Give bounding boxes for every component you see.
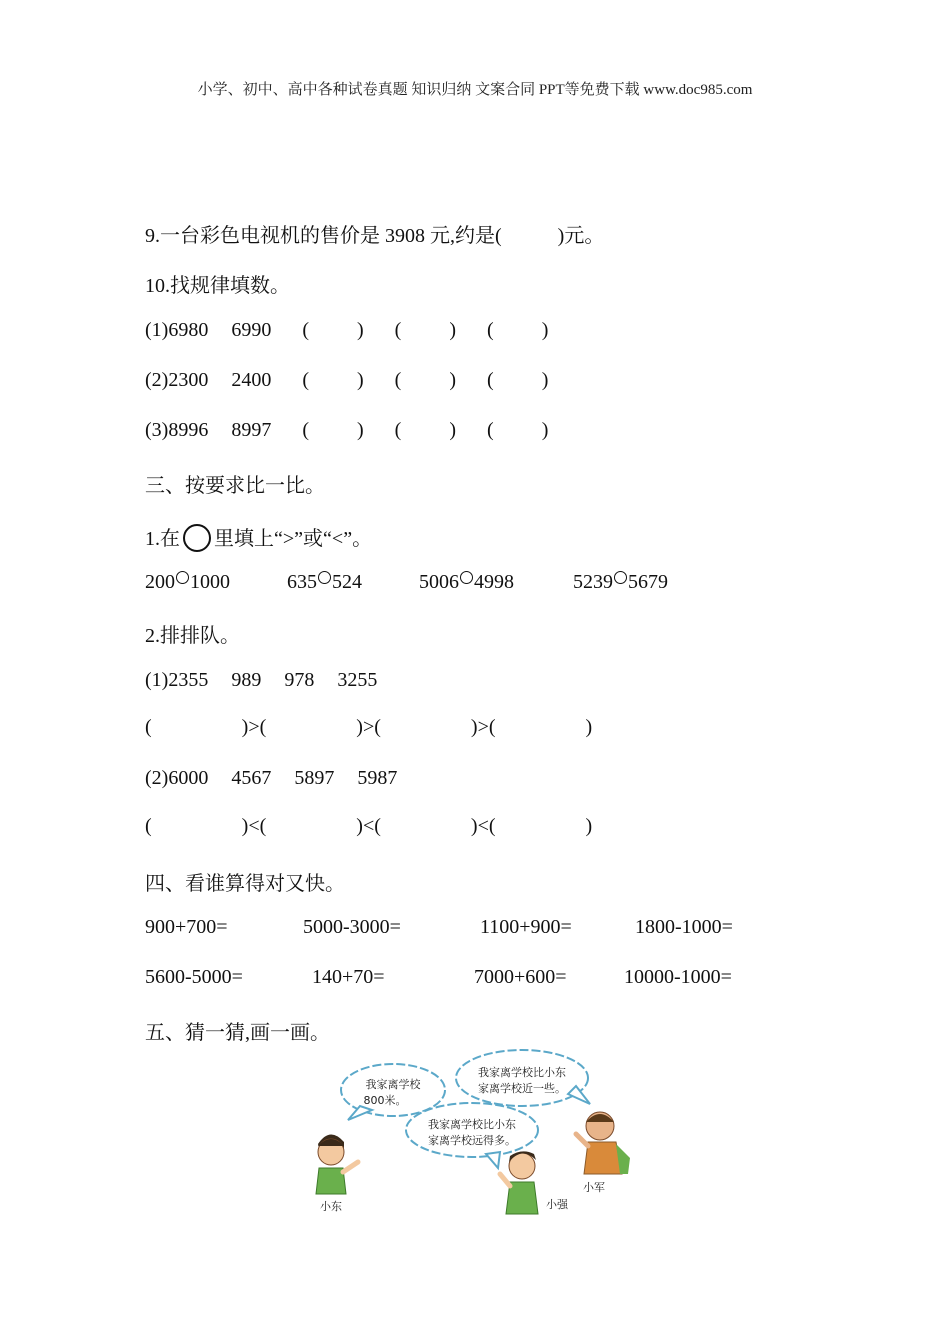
section-4-title: 四、看谁算得对又快。 [145, 873, 345, 895]
compare-circle[interactable] [460, 571, 473, 584]
arithmetic-problem[interactable]: 7000+600= [474, 966, 567, 988]
boy-xiaodong-figure [316, 1134, 358, 1213]
answer-blank[interactable]: ( ) [488, 815, 593, 837]
answer-blank[interactable]: ( ) [302, 369, 364, 391]
arithmetic-problem[interactable]: 140+70= [312, 966, 385, 988]
question-10-title: 10.找规律填数。 [145, 275, 290, 297]
name-label: 小东 [320, 1200, 342, 1213]
ordering-numbers: (1)2355 989 978 3255 [145, 669, 378, 691]
arithmetic-problem[interactable]: 5000-3000= [303, 916, 401, 938]
answer-blank[interactable]: ( ) [487, 319, 549, 341]
answer-blank[interactable]: ( ) [394, 369, 457, 391]
bubble-text: 我家离学校比小东 [478, 1066, 566, 1079]
bubble-text: 我家离学校比小东 [428, 1118, 516, 1131]
arithmetic-problem[interactable]: 10000-1000= [624, 966, 732, 988]
ordering-answer-row: ( )<( )<( )<( ) [145, 815, 593, 837]
compare-instruction: 1.在 里填上“>”或“<”。 [145, 522, 372, 552]
answer-blank[interactable]: ( ) [394, 419, 457, 441]
bubble-text: 家离学校近一些。 [478, 1082, 566, 1095]
boy-xiaoqiang-figure [500, 1151, 569, 1214]
answer-blank[interactable]: ( ) [488, 716, 593, 738]
ordering-numbers: (2)6000 4567 5897 5987 [145, 767, 398, 789]
sequence-row: (3)8996 8997 ( ) ( ) ( ) [145, 419, 549, 441]
compare-circle[interactable] [176, 571, 189, 584]
circle-icon [183, 524, 211, 552]
ordering-answer-row: ( )>( )>( )>( ) [145, 716, 593, 738]
answer-blank[interactable]: ( ) [145, 815, 249, 837]
sequence-row: (1)6980 6990 ( ) ( ) ( ) [145, 319, 549, 341]
answer-blank[interactable]: ( ) [145, 716, 249, 738]
boy-xiaojun-figure [576, 1112, 630, 1194]
bubble-text: 我家离学校 [365, 1078, 421, 1091]
name-label: 小强 [546, 1198, 568, 1211]
answer-blank[interactable]: ( ) [374, 815, 478, 837]
sequence-row: (2)2300 2400 ( ) ( ) ( ) [145, 369, 549, 391]
bubble-text: 800米。 [363, 1094, 407, 1107]
answer-blank[interactable]: ( ) [374, 716, 478, 738]
answer-blank[interactable]: ( ) [259, 716, 363, 738]
comparison-item: 635 524 [287, 571, 362, 593]
comparison-item: 200 1000 [145, 571, 230, 593]
comparison-item: 5006 4998 [419, 571, 514, 593]
name-label: 小军 [583, 1181, 605, 1194]
section-5-title: 五、猜一猜,画一画。 [145, 1022, 330, 1044]
arithmetic-problem[interactable]: 5600-5000= [145, 966, 243, 988]
speech-bubble-xiaojun [456, 1050, 590, 1106]
compare-circle[interactable] [614, 571, 627, 584]
illustration [300, 1048, 645, 1216]
section-3-title: 三、按要求比一比。 [145, 475, 325, 497]
answer-blank[interactable]: ( ) [394, 319, 457, 341]
answer-blank[interactable]: ( ) [302, 419, 364, 441]
arithmetic-problem[interactable]: 1100+900= [480, 916, 572, 938]
answer-blank[interactable]: ( ) [487, 419, 549, 441]
compare-circle[interactable] [318, 571, 331, 584]
answer-blank[interactable]: ( ) [259, 815, 363, 837]
ordering-title: 2.排排队。 [145, 625, 240, 647]
question-9: 9.一台彩色电视机的售价是 3908 元,约是( )元。 [145, 225, 605, 247]
bubble-text: 家离学校远得多。 [428, 1134, 516, 1147]
arithmetic-problem[interactable]: 900+700= [145, 916, 228, 938]
comparison-item: 5239 5679 [573, 571, 668, 593]
answer-blank[interactable]: ( ) [487, 369, 549, 391]
question-9-text: 9.一台彩色电视机的售价是 3908 元,约是( [145, 225, 502, 247]
page-header: 小学、初中、高中各种试卷真题 知识归纳 文案合同 PPT等免费下载 www.doc985.com [197, 82, 753, 98]
answer-blank[interactable]: ( ) [302, 319, 364, 341]
arithmetic-problem[interactable]: 1800-1000= [635, 916, 733, 938]
